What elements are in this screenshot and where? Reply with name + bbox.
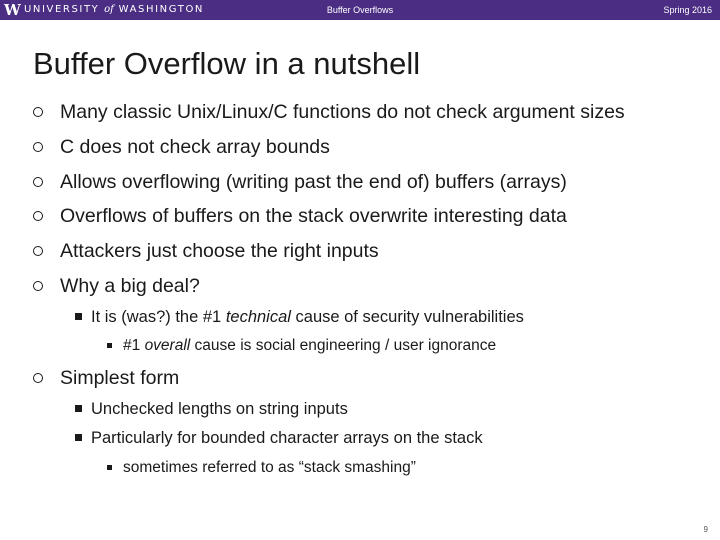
subsub-bullet-item bbox=[123, 336, 496, 356]
uw-logo-mark: W bbox=[4, 1, 21, 19]
sub-bullet-text: It is (was?) the #1 bbox=[91, 308, 226, 326]
bullet-item: Attackers just choose the right inputs bbox=[60, 240, 379, 262]
slide-title: Buffer Overflow in a nutshell bbox=[33, 46, 421, 81]
wordmark-washington: WASHINGTON bbox=[118, 4, 205, 15]
bullet-ring-icon bbox=[33, 373, 43, 383]
bullet-ring-icon bbox=[33, 142, 43, 152]
bullet-small-square-icon bbox=[107, 465, 112, 470]
header-bar bbox=[0, 0, 720, 20]
course-title: Buffer Overflows bbox=[326, 5, 394, 15]
sub-bullet-text: cause of security vulnerabilities bbox=[290, 308, 524, 326]
bullet-ring-icon bbox=[33, 107, 43, 117]
bullet-item: C does not check array bounds bbox=[60, 136, 330, 158]
bullet-ring-icon bbox=[33, 246, 43, 256]
sub-bullet-item: Particularly for bounded character arrays on the stack bbox=[91, 429, 483, 447]
bullet-ring-icon bbox=[33, 177, 43, 187]
subsub-bullet-text: #1 bbox=[123, 337, 145, 354]
emphasis-text: overall bbox=[144, 337, 191, 354]
bullet-square-icon bbox=[75, 313, 82, 320]
term-label: Spring 2016 bbox=[663, 5, 712, 15]
bullet-small-square-icon bbox=[107, 343, 112, 348]
sub-bullet-item: Unchecked lengths on string inputs bbox=[91, 400, 348, 418]
subsub-bullet-text: cause is social engineering / user ignorance bbox=[190, 337, 497, 354]
bullet-ring-icon bbox=[33, 211, 43, 221]
wordmark-university: UNIVERSITY bbox=[24, 4, 100, 15]
bullet-item: Why a big deal? bbox=[60, 275, 200, 297]
bullet-item: Many classic Unix/Linux/C functions do not check argument sizes bbox=[60, 101, 625, 123]
subsub-bullet-item: sometimes referred to as “stack smashing” bbox=[123, 459, 416, 476]
emphasis-text: technical bbox=[225, 308, 291, 326]
bullet-square-icon bbox=[75, 434, 82, 441]
page-number: 9 bbox=[703, 525, 708, 534]
sub-bullet-item bbox=[91, 306, 524, 328]
bullet-square-icon bbox=[75, 405, 82, 412]
bullet-ring-icon bbox=[33, 281, 43, 291]
bullet-item: Simplest form bbox=[60, 367, 180, 389]
wordmark-of: of bbox=[104, 4, 114, 15]
bullet-item: Allows overflowing (writing past the end of) buffers (arrays) bbox=[60, 171, 567, 193]
bullet-item: Overflows of buffers on the stack overwrite interesting data bbox=[60, 205, 567, 227]
